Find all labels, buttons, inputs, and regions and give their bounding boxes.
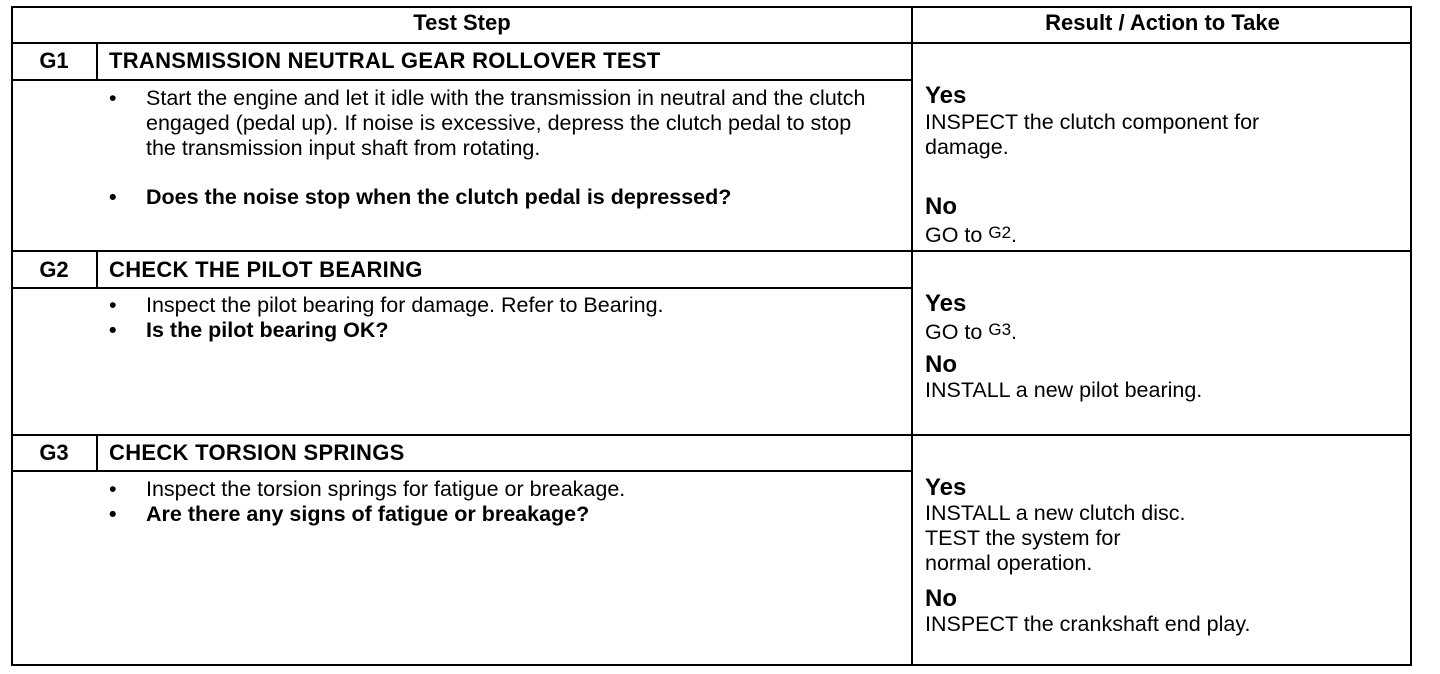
- title-divider-g2: [13, 287, 911, 289]
- yes-label-g2: Yes: [925, 290, 967, 317]
- bullet-text: Start the engine and let it idle with the transmission in neutral and the clutch engaged (pedal up). If noise is excessive, depress the clutch pedal to stop the transmission input shaft from rotating.: [146, 86, 866, 160]
- bullet-text: Does the noise stop when the clutch pedal is depressed?: [146, 185, 732, 209]
- step-id-divider-g3: [96, 436, 98, 471]
- bullet-text: Inspect the torsion springs for fatigue or breakage.: [146, 477, 626, 501]
- go-to-prefix: GO to: [925, 320, 983, 344]
- period: .: [1011, 223, 1018, 247]
- yes-label-g3: Yes: [925, 474, 967, 501]
- step-title-g2: CHECK THE PILOT BEARING: [109, 257, 423, 282]
- bullet-dot: •: [109, 86, 117, 110]
- header-divider: [13, 42, 1410, 44]
- period: .: [1011, 320, 1018, 344]
- diagnostic-table: [11, 6, 1412, 666]
- step-id-g1: G1: [39, 48, 69, 73]
- bullet-dot: •: [109, 293, 117, 317]
- title-divider-g3: [13, 470, 911, 472]
- go-to-prefix: GO to: [925, 223, 983, 247]
- no-label-g1: No: [925, 193, 957, 220]
- bullet-dot: •: [109, 477, 117, 501]
- step-title-g1: TRANSMISSION NEUTRAL GEAR ROLLOVER TEST: [109, 48, 661, 73]
- bullet-dot: •: [109, 318, 117, 342]
- column-divider: [911, 8, 913, 664]
- bullet-dot: •: [109, 502, 117, 526]
- yes-text-g2: [925, 317, 1017, 345]
- step-id-divider-g1: [96, 44, 98, 80]
- bullet-text: Is the pilot bearing OK?: [146, 318, 389, 342]
- yes-label-g1: Yes: [925, 82, 967, 109]
- step-title-g3: CHECK TORSION SPRINGS: [109, 440, 405, 465]
- step-id-divider-g2: [96, 252, 98, 288]
- row-divider-g1: [13, 250, 1410, 252]
- title-divider-g1: [13, 79, 911, 81]
- yes-line-g3-3: normal operation.: [925, 551, 1093, 575]
- yes-line-g3-2: TEST the system for: [925, 526, 1121, 550]
- no-text-g2: INSTALL a new pilot bearing.: [925, 378, 1203, 402]
- bullet-text: Inspect the pilot bearing for damage. Refer to Bearing.: [146, 293, 664, 317]
- bullet-dot: •: [109, 185, 117, 209]
- header-result: Result / Action to Take: [1045, 10, 1280, 35]
- step-link-g3[interactable]: G3: [988, 320, 1012, 339]
- no-label-g3: No: [925, 585, 957, 612]
- step-id-g2: G2: [39, 257, 69, 282]
- bullet-text: Are there any signs of fatigue or breakage?: [146, 502, 590, 526]
- yes-line-g3-1: INSTALL a new clutch disc.: [925, 501, 1186, 525]
- yes-text-g1: INSPECT the clutch component for damage.: [925, 110, 1260, 159]
- step-id-g3: G3: [39, 440, 69, 465]
- no-text-g3: INSPECT the crankshaft end play.: [925, 612, 1251, 636]
- header-test-step: Test Step: [413, 10, 511, 35]
- no-label-g2: No: [925, 351, 957, 378]
- row-divider-g2: [13, 434, 1410, 436]
- step-link-g2[interactable]: G2: [988, 223, 1012, 242]
- no-text-g1: [925, 220, 1017, 248]
